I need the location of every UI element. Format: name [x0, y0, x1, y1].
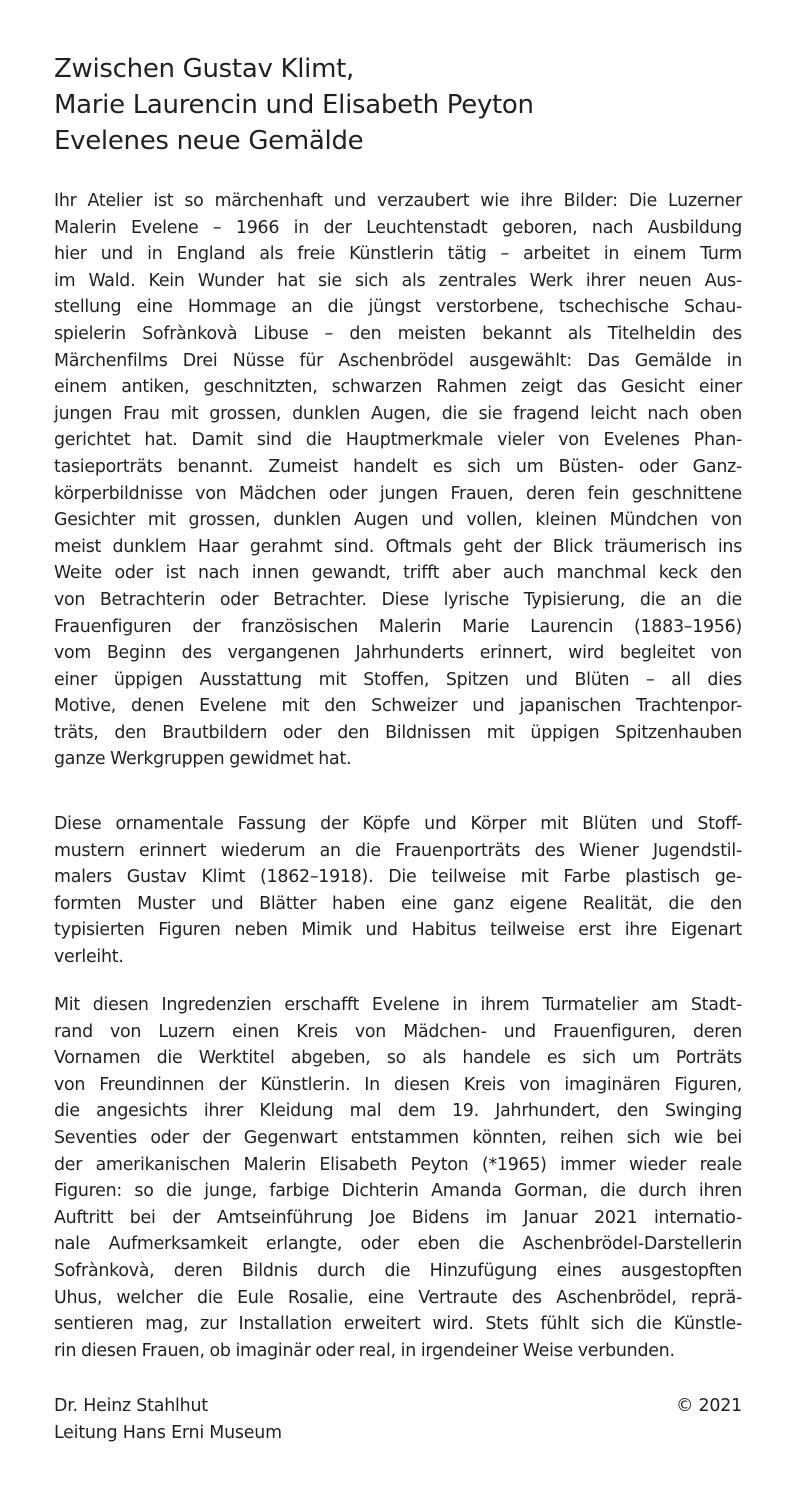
text-line: sentieren mag, zur Installation erweitert wird. Stets fühlt sich die Künstle- — [54, 1314, 742, 1335]
text-line: Seventies oder der Gegenwart entstammen könnten, reihen sich wie bei — [54, 1127, 742, 1148]
text-line: Auftritt bei der Amtseinführung Joe Bidens im Januar 2021 internatio- — [54, 1207, 742, 1228]
text-line: spielerin Sofrànkovà Libuse – den meisten bekannt als Titelheldin des — [54, 323, 742, 344]
text-line: nale Aufmerksamkeit erlangte, oder eben die Aschenbrödel-Darstellerin — [54, 1234, 742, 1255]
text-line: träts, den Brautbildern oder den Bildnissen mit üppigen Spitzenhauben — [54, 722, 742, 743]
text-line: einem antiken, geschnitzten, schwarzen Rahmen zeigt das Gesicht einer — [54, 377, 742, 398]
text-line: rand von Luzern einen Kreis von Mädchen- und Frauenfiguren, deren — [54, 1021, 742, 1042]
text-line: vom Beginn des vergangenen Jahrhunderts erinnert, wird begleitet von — [54, 643, 742, 664]
text-line: ganze Werkgruppen gewidmet hat. — [54, 749, 352, 770]
text-line: die angesichts ihrer Kleidung mal dem 19. Jahrhundert, den Swinging — [54, 1101, 742, 1122]
text-line: gerichtet hat. Damit sind die Hauptmerkmale vieler von Evelenes Phan- — [54, 430, 742, 451]
text-line: Sofrànkovà, deren Bildnis durch die Hinzufügung eines ausgestopften — [54, 1260, 742, 1281]
text-line: Figuren: so die junge, farbige Dichterin Amanda Gorman, die durch ihren — [54, 1181, 742, 1202]
text-line: tasieporträts benannt. Zumeist handelt es sich um Büsten- oder Ganz- — [54, 456, 742, 477]
text-line: Diese ornamentale Fassung der Köpfe und Körper mit Blüten und Stoff- — [54, 814, 742, 834]
author-block — [54, 1393, 742, 1446]
paragraph-2 — [54, 811, 742, 971]
title-line: Evelenes neue Gemälde — [54, 126, 364, 156]
text-line: im Wald. Kein Wunder hat sie sich als zentrales Werk ihrer neuen Aus- — [54, 270, 742, 291]
copyright: © 2021 — [676, 1396, 742, 1416]
text-line: Gesichter mit grossen, dunklen Augen und vollen, kleinen Mündchen von — [54, 510, 742, 531]
page-title — [54, 51, 742, 159]
text-line: Frauenfiguren der französischen Malerin Marie Laurencin (1883–1956) — [54, 616, 742, 637]
author-role: Leitung Hans Erni Museum — [54, 1422, 282, 1443]
text-line: körperbildnisse von Mädchen oder jungen Frauen, deren fein geschnittene — [54, 483, 742, 504]
text-line: von Betrachterin oder Betrachter. Diese lyrische Typisierung, die an die — [54, 589, 742, 610]
text-line: Malerin Evelene – 1966 in der Leuchtenstadt geboren, nach Ausbildung — [54, 217, 742, 238]
text-line: hier und in England als freie Künstlerin tätig – arbeitet in einem Turm — [54, 244, 742, 265]
text-line: Vornamen die Werktitel abgeben, so als handele es sich um Porträts — [54, 1048, 742, 1069]
text-line: Ihr Atelier ist so märchenhaft und verzaubert wie ihre Bilder: Die Luzerner — [54, 191, 742, 211]
text-line: formten Muster und Blätter haben eine ganz eigene Realität, die den — [54, 893, 742, 914]
text-line: Märchenfilms Drei Nüsse für Aschenbrödel ausgewählt: Das Gemälde in — [54, 350, 742, 371]
text-line: der amerikanischen Malerin Elisabeth Peyton (*1965) immer wieder reale — [54, 1154, 742, 1175]
title-line: Marie Laurencin und Elisabeth Peyton — [54, 90, 534, 120]
text-line: Weite oder ist nach innen gewandt, trifft aber auch manchmal keck den — [54, 563, 742, 584]
text-line: von Freundinnen der Künstlerin. In diesen Kreis von imaginären Figuren, — [54, 1074, 742, 1095]
title-line: Zwischen Gustav Klimt, — [54, 54, 354, 84]
text-line: mustern erinnert wiederum an die Frauenporträts des Wiener Jugendstil- — [54, 840, 742, 861]
paragraph-1 — [54, 188, 742, 773]
text-line: verleiht. — [54, 946, 124, 967]
text-line: rin diesen Frauen, ob imaginär oder real, in irgendeiner Weise verbunden. — [54, 1340, 675, 1361]
text-line: Motive, denen Evelene mit den Schweizer und japanischen Trachtenpor- — [54, 696, 742, 717]
footer — [54, 1393, 742, 1446]
text-line: Uhus, welcher die Eule Rosalie, eine Vertraute des Aschenbrödel, reprä- — [54, 1287, 742, 1308]
text-line: einer üppigen Ausstattung mit Stoffen, Spitzen und Blüten – all dies — [54, 669, 742, 690]
text-line: jungen Frau mit grossen, dunklen Augen, die sie fragend leicht nach oben — [54, 403, 742, 424]
text-line: malers Gustav Klimt (1862–1918). Die teilweise mit Farbe plastisch ge- — [54, 867, 742, 888]
author-name: Dr. Heinz Stahlhut — [54, 1396, 208, 1416]
text-line: Mit diesen Ingredenzien erschafft Evelene in ihrem Turmatelier am Stadt- — [54, 995, 742, 1015]
text-line: stellung eine Hommage an die jüngst verstorbene, tschechische Schau- — [54, 297, 742, 318]
paragraph-3 — [54, 992, 742, 1364]
text-line: meist dunklem Haar gerahmt sind. Oftmals geht der Blick träumerisch ins — [54, 536, 742, 557]
text-line: typisierten Figuren neben Mimik und Habitus teilweise erst ihre Eigenart — [54, 920, 742, 941]
